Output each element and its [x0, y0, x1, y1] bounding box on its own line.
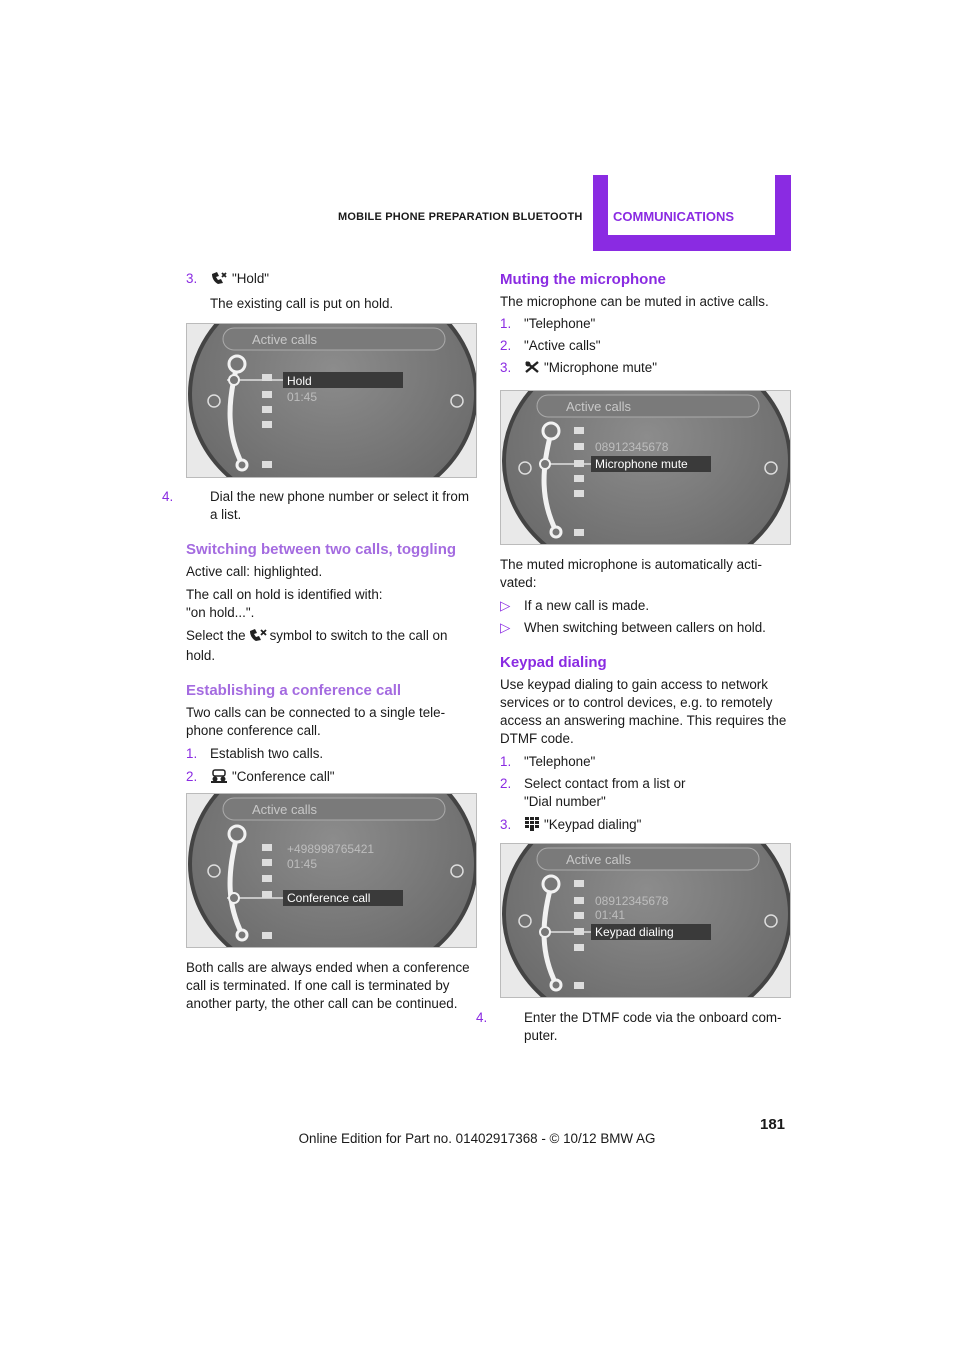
- step-3-desc: The existing call is put on hold.: [210, 296, 394, 311]
- keypad-step-1: 1. "Telephone": [500, 754, 596, 769]
- screen-mute: [500, 390, 791, 545]
- mute-heading: Muting the microphone: [500, 271, 666, 288]
- keypad-step-4: 4. Enter the DTMF code via the onboard com-puter.: [476, 1010, 782, 1043]
- hold-phone-icon: [210, 271, 228, 290]
- keypad-icon: [524, 817, 540, 836]
- mute-step-2: 2. "Active calls": [500, 338, 601, 353]
- toggle-heading: Switching between two calls, toggling: [186, 541, 457, 558]
- svg-text:Keypad dialing: Keypad dialing: [595, 925, 674, 939]
- svg-text:Hold: Hold: [287, 374, 312, 388]
- svg-text:Active calls: Active calls: [566, 852, 632, 867]
- screen-conference: [186, 793, 477, 948]
- section-title: MOBILE PHONE PREPARATION BLUETOOTH: [338, 211, 583, 223]
- svg-text:+498998765421: +498998765421: [287, 842, 375, 856]
- keypad-step-2b: "Dial number": [524, 794, 606, 809]
- svg-text:01:41: 01:41: [595, 908, 626, 922]
- screen-keypad: [500, 843, 791, 998]
- chapter-tab: [593, 175, 791, 251]
- left-column-2: [162, 488, 478, 788]
- chapter-title: COMMUNICATIONS: [613, 209, 735, 224]
- toggle-p2b: "on hold...".: [186, 605, 255, 620]
- keypad-p1: Use keypad dialing to gain access to network services or to control devices, e.g. to remotely access an answering machine. This requires the DTMF code.: [500, 677, 787, 746]
- auto-p1: The muted microphone is automatically acti-vated:: [500, 557, 762, 590]
- conference-heading: Establishing a conference call: [186, 682, 402, 699]
- keypad-heading: Keypad dialing: [500, 654, 607, 671]
- left-column: [186, 270, 478, 313]
- mute-step-1: 1. "Telephone": [500, 316, 596, 331]
- right-column-2: [500, 556, 792, 836]
- microphone-mute-icon: [524, 360, 540, 379]
- mute-step-3: 3. "Microphone mute": [500, 359, 792, 379]
- svg-text:01:45: 01:45: [287, 857, 318, 871]
- auto-bullet-1: ▷ If a new call is made.: [500, 598, 650, 613]
- toggle-phone-icon: [248, 628, 268, 647]
- svg-text:Conference call: Conference call: [287, 891, 371, 905]
- svg-text:08912345678: 08912345678: [595, 894, 669, 908]
- edition-footer: Online Edition for Part no. 01402917368 - © 10/12 BMW AG: [298, 1131, 656, 1146]
- page-number: 181: [760, 1116, 786, 1133]
- svg-text:Active calls: Active calls: [252, 802, 318, 817]
- conference-step-2: 2. "Conference call": [186, 768, 478, 788]
- right-column: [500, 271, 792, 379]
- svg-text:Active calls: Active calls: [566, 399, 632, 414]
- keypad-step-2: 2. Select contact from a list or: [500, 776, 686, 791]
- right-column-3: [476, 1009, 792, 1045]
- step-3: 3. "Hold": [186, 270, 478, 290]
- conference-call-icon: [210, 769, 228, 788]
- auto-bullet-2: ▷ When switching between callers on hold.: [500, 620, 766, 635]
- svg-text:Active calls: Active calls: [252, 332, 318, 347]
- screen-hold: [186, 323, 477, 478]
- keypad-step-3: 3. "Keypad dialing": [500, 816, 792, 836]
- step-4: 4. Dial the new phone number or select it from a list.: [162, 489, 470, 522]
- conference-step-1: 1. Establish two calls.: [186, 746, 324, 761]
- toggle-p2a: The call on hold is identified with:: [186, 587, 383, 602]
- toggle-p1: Active call: highlighted.: [186, 564, 323, 579]
- closing-paragraph: Both calls are always ended when a conference call is terminated. If one call is terminated by another party, the other call can be continued.: [186, 960, 470, 1011]
- conference-p1: Two calls can be connected to a single tele-phone conference call.: [186, 705, 446, 738]
- mute-p1: The microphone can be muted in active calls.: [500, 294, 769, 309]
- svg-text:Microphone mute: Microphone mute: [595, 457, 688, 471]
- toggle-p3: Select the symbol to switch to the call on hold.: [186, 628, 448, 663]
- svg-text:01:45: 01:45: [287, 390, 318, 404]
- svg-text:08912345678: 08912345678: [595, 440, 669, 454]
